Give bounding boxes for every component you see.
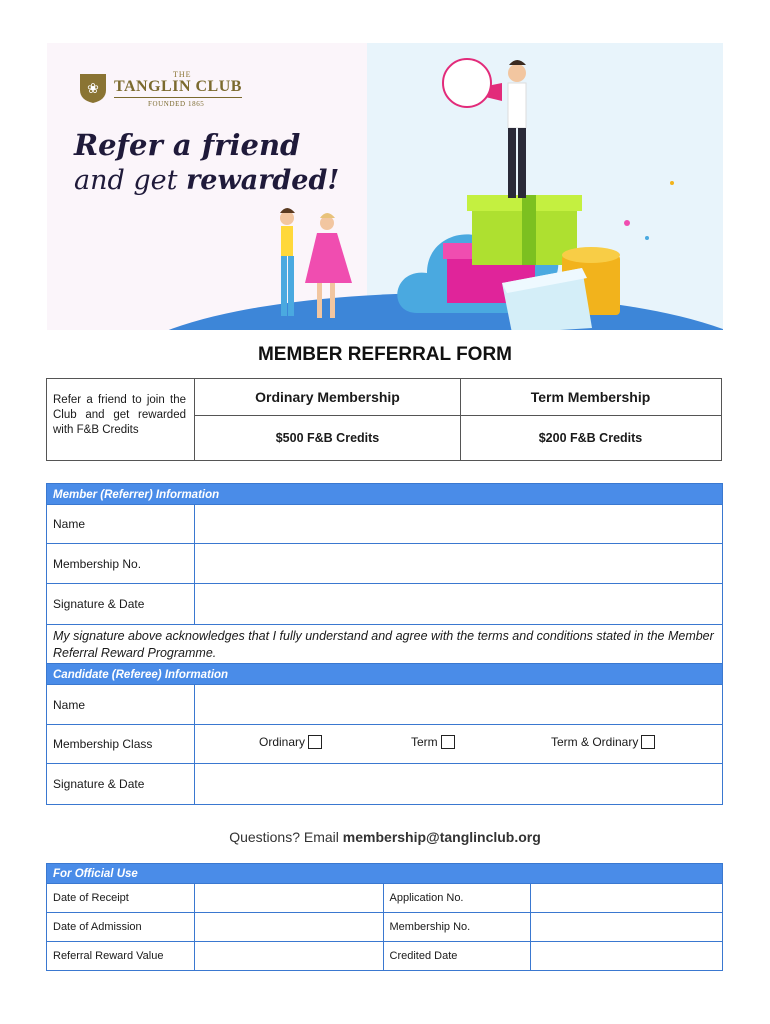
official-row (46, 942, 723, 971)
application-no-field[interactable] (531, 884, 723, 912)
referrer-section-heading: Member (Referrer) Information (46, 483, 723, 505)
official-section-heading: For Official Use (46, 863, 723, 884)
form-row (46, 685, 723, 725)
official-membership-no-label: Membership No. (384, 913, 532, 941)
logo-founded: FOUNDED 1865 (148, 100, 205, 108)
option-ordinary[interactable] (259, 735, 322, 749)
referrer-membership-no-field[interactable] (195, 544, 722, 583)
term-checkbox[interactable] (441, 735, 455, 749)
credited-date-label: Credited Date (384, 942, 532, 970)
credited-date-field[interactable] (531, 942, 723, 970)
form-row (46, 505, 723, 544)
svg-text:❀: ❀ (87, 81, 99, 97)
candidate-signature-label: Signature & Date (47, 764, 195, 804)
membership-class-label: Membership Class (47, 725, 195, 763)
date-of-receipt-field[interactable] (195, 884, 384, 912)
rewards-intro: Refer a friend to join the Club and get rewarded with F&B Credits (47, 379, 195, 460)
form-row (46, 544, 723, 584)
logo-the: THE (173, 70, 192, 79)
form-title: MEMBER REFERRAL FORM (257, 344, 513, 365)
option-ordinary-label: Ordinary (259, 735, 306, 749)
referrer-signature-label: Signature & Date (47, 584, 195, 624)
official-membership-no-field[interactable] (531, 913, 723, 941)
crest-icon (78, 72, 108, 104)
referrer-name-label: Name (47, 505, 195, 543)
referral-form (46, 483, 723, 805)
rewards-table (46, 378, 722, 461)
official-use-table (46, 863, 723, 971)
ordinary-checkbox[interactable] (308, 735, 322, 749)
headline-line-2-bold: rewarded! (186, 165, 340, 196)
option-term-label: Term (411, 735, 438, 749)
banner-headline (74, 127, 339, 199)
option-term-ordinary[interactable] (551, 735, 655, 749)
ordinary-membership-reward: $500 F&B Credits (195, 415, 461, 460)
questions-prefix: Questions? Email (229, 829, 343, 845)
referral-reward-value-field[interactable] (195, 942, 384, 970)
headline-line-2-prefix: and get (74, 165, 187, 196)
form-row (46, 584, 723, 625)
contact-email-link[interactable]: membership@tanglinclub.org (342, 829, 541, 845)
referral-reward-value-label: Referral Reward Value (47, 942, 195, 970)
candidate-section-heading: Candidate (Referee) Information (46, 663, 723, 685)
membership-class-options (195, 725, 722, 763)
acknowledgement-text: My signature above acknowledges that I fully understand and agree with the terms and conditions stated in the Member Referral Reward Programme. (46, 625, 723, 663)
official-row (46, 884, 723, 913)
date-of-admission-field[interactable] (195, 913, 384, 941)
ordinary-membership-header: Ordinary Membership (195, 379, 461, 416)
form-row (46, 725, 723, 764)
headline-line-2 (74, 163, 339, 199)
official-row (46, 913, 723, 942)
promo-banner (47, 43, 723, 330)
application-no-label: Application No. (384, 884, 532, 912)
referrer-name-field[interactable] (195, 505, 722, 543)
term-ordinary-checkbox[interactable] (641, 735, 655, 749)
logo-name: TANGLIN CLUB (114, 78, 242, 98)
date-of-receipt-label: Date of Receipt (47, 884, 195, 912)
date-of-admission-label: Date of Admission (47, 913, 195, 941)
term-membership-header: Term Membership (460, 379, 721, 416)
questions-line (0, 829, 770, 845)
candidate-signature-field[interactable] (195, 764, 722, 804)
option-term-ordinary-label: Term & Ordinary (551, 735, 639, 749)
option-term[interactable] (411, 735, 455, 749)
referrer-signature-field[interactable] (195, 584, 722, 624)
headline-line-1: Refer a friend (74, 128, 301, 162)
referrer-membership-no-label: Membership No. (47, 544, 195, 583)
candidate-name-label: Name (47, 685, 195, 724)
term-membership-reward: $200 F&B Credits (538, 430, 643, 445)
candidate-name-field[interactable] (195, 685, 722, 724)
form-row (46, 764, 723, 805)
